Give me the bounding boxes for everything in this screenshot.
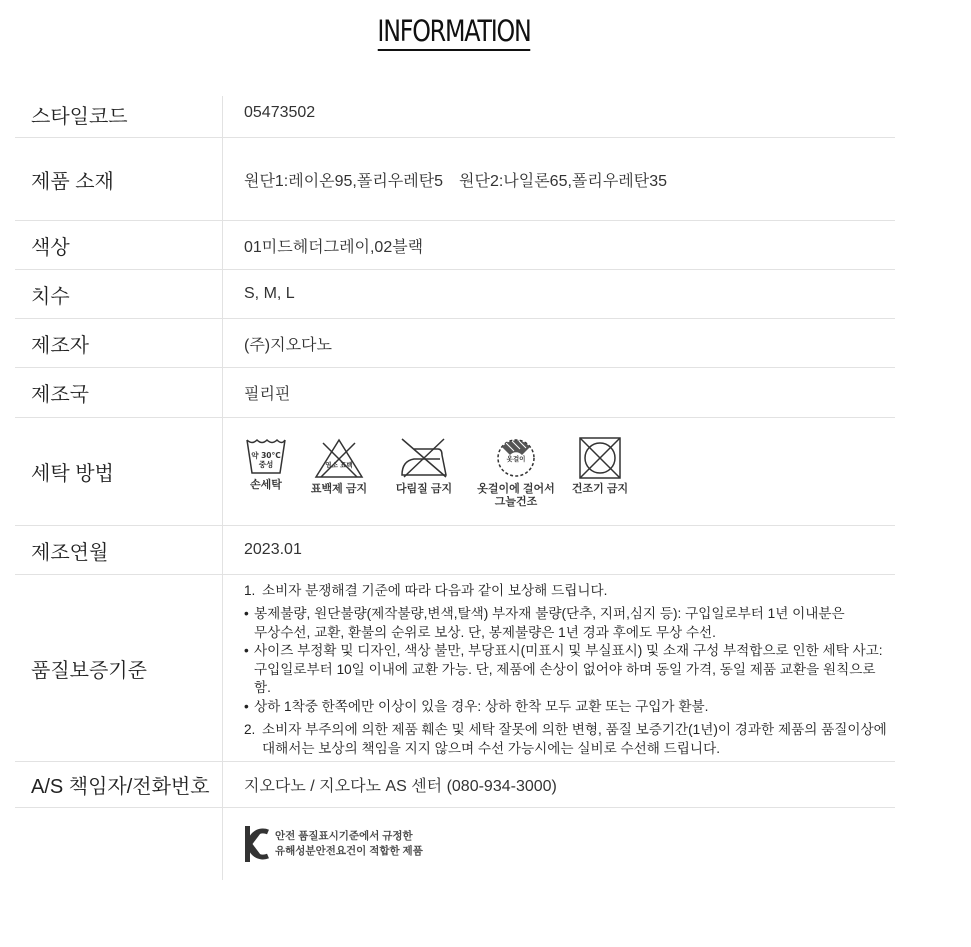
manufacturer-label: 제조자: [15, 319, 223, 367]
page-title: INFORMATION: [82, 14, 827, 48]
row-kc-certification: [15, 808, 895, 880]
color-value: 01미드헤더그레이,02블랙: [244, 238, 424, 256]
kc-label-empty: [15, 808, 223, 880]
no-bleach-icon: [313, 437, 365, 479]
warranty-line: 대해서는 보상의 책임을 지지 않으며 수선 가능시에는 실비로 수선해 드립니다.: [262, 740, 720, 756]
size-value: S, M, L: [244, 285, 295, 302]
fabric-1: 원단1:레이온95,폴리우레탄5: [244, 172, 444, 190]
hang-dry-shade: [476, 437, 556, 509]
style-code-value: 05473502: [244, 104, 316, 121]
warranty-line: 무상수선, 교환, 환불의 순위로 보상. 단, 봉제불량은 1년 경과 후에도 무상 수선.: [254, 624, 716, 640]
no-tumble-dry: [570, 437, 630, 496]
material-value: [223, 138, 895, 220]
row-manufacture-date: [15, 526, 895, 575]
size-label: 치수: [15, 270, 223, 318]
country-label: 제조국: [15, 368, 223, 417]
row-wash-method: [15, 418, 895, 526]
warranty-line: 2. 소비자 부주의에 의한 제품 훼손 및 세탁 잘못에 의한 변형, 품질 보증기간(1년)이 경과한 제품의 품질이상에: [244, 722, 887, 738]
manufacturer-value: (주)지오다노: [244, 336, 332, 354]
hand-wash: [244, 437, 288, 492]
product-info-table: [15, 96, 895, 880]
hand-wash-icon: [245, 437, 287, 475]
hang-dry-caption: 옷걸이에 걸어서 그늘건조: [477, 482, 555, 508]
row-manufacturer: [15, 319, 895, 368]
no-iron-icon: [398, 437, 450, 479]
warranty-line: • 사이즈 부정확 및 디자인, 색상 불만, 부당표시(미표시 및 부실표시) 및 소재 구성 부적합으로 인한 세탁 사고:: [244, 643, 883, 659]
color-label: 색상: [15, 221, 223, 269]
style-code-label: 스타일코드: [15, 96, 223, 137]
no-tumble-dry-caption: 건조기 금지: [571, 482, 629, 495]
row-color: [15, 221, 895, 270]
hand-wash-temp: 약 30°C: [251, 450, 281, 460]
date-value: 2023.01: [244, 541, 302, 558]
row-material: [15, 138, 895, 221]
no-iron-caption: 다림질 금지: [395, 482, 453, 495]
date-label: 제조연월: [15, 526, 223, 574]
warranty-value: [223, 575, 895, 761]
warranty-line: • 봉제불량, 원단불량(제작불량,변색,탈색) 부자재 불량(단추, 지퍼,심지 등): 구입일로부터 1년 이내분은: [244, 606, 845, 622]
no-bleach-text: 염소 표백: [325, 460, 353, 469]
warranty-line: 구입일로부터 10일 이내에 교환 가능. 단, 제품에 손상이 없어야 하며 동일 가격, 동일 제품 교환을 원칙으로 함.: [254, 661, 876, 696]
no-bleach-caption: 표백제 금지: [310, 482, 368, 495]
no-iron: [394, 437, 454, 496]
row-warranty: [15, 575, 895, 762]
warranty-label: 품질보증기준: [15, 575, 223, 761]
hang-dry-text: 옷걸이: [506, 454, 526, 463]
row-size: [15, 270, 895, 319]
row-country: [15, 368, 895, 418]
as-label: A/S 책임자/전화번호: [15, 762, 223, 807]
hand-wash-detergent: 중성: [258, 459, 274, 469]
no-tumble-dry-icon: [576, 437, 624, 479]
row-as-contact: [15, 762, 895, 808]
warranty-line: • 상하 1착중 한쪽에만 이상이 있을 경우: 상하 한착 모두 교환 또는 구입가 환불.: [244, 698, 709, 714]
hang-dry-shade-icon: [492, 437, 540, 479]
wash-label: 세탁 방법: [15, 418, 223, 525]
warranty-line: 1. 소비자 분쟁해결 기준에 따라 다음과 같이 보상해 드립니다.: [244, 582, 608, 598]
as-value: 지오다노 / 지오다노 AS 센터 (080-934-3000): [244, 778, 557, 795]
material-label: 제품 소재: [15, 138, 223, 220]
no-bleach: [308, 437, 370, 496]
country-value: 필리핀: [244, 386, 291, 403]
kc-mark-icon: [244, 825, 270, 863]
row-style-code: [15, 96, 895, 138]
kc-value: [223, 808, 895, 880]
kc-text: 안전 품질표시기준에서 규정한 유해성분안전요건이 적합한 제품: [275, 830, 423, 857]
fabric-2: 원단2:나일론65,폴리우레탄35: [459, 172, 667, 190]
hand-wash-caption: 손세탁: [250, 478, 282, 491]
wash-icons: [223, 418, 895, 525]
